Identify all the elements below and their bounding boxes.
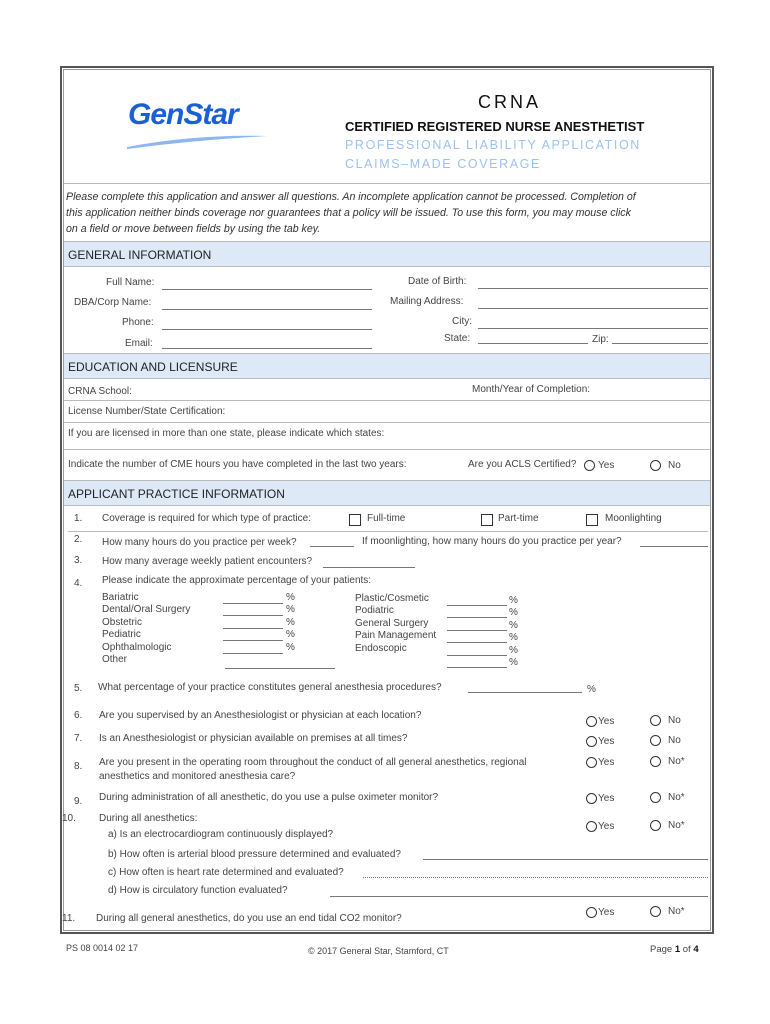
label: No [668, 735, 681, 746]
q-text: c) How often is heart rate determined and evaluated? [108, 867, 344, 878]
q10-no-radio[interactable] [650, 820, 661, 831]
category-label: Pediatric [102, 629, 141, 641]
q-num: 9. [74, 796, 83, 807]
label: No* [668, 820, 685, 831]
category-label: Obstetric [102, 616, 143, 628]
q-text: Are you supervised by an Anesthesiologist or physician at each location? [99, 710, 422, 721]
heart-rate-field[interactable] [363, 877, 708, 878]
acls-no-radio[interactable] [650, 460, 661, 471]
pct-field[interactable] [447, 642, 507, 643]
genstar-logo: GenStar [128, 98, 238, 131]
divider [64, 449, 710, 450]
label: No* [668, 756, 685, 767]
email-field[interactable] [162, 348, 372, 349]
pct: % [509, 607, 518, 619]
q-num: 2. [74, 534, 83, 545]
label: Full Name: [106, 277, 155, 288]
section-applicant-practice [64, 480, 710, 506]
q-text: Is an Anesthesiologist or physician available on premises at all times? [99, 733, 408, 744]
q-text: During all anesthetics: [99, 813, 198, 824]
pct: % [509, 657, 518, 668]
fulltime-checkbox[interactable] [349, 514, 361, 526]
pct-field[interactable] [447, 617, 507, 618]
label: Part-time [498, 513, 539, 524]
hours-week-field[interactable] [310, 546, 354, 547]
category-label: Dental/Oral Surgery [102, 604, 191, 616]
q9-no-radio[interactable] [650, 792, 661, 803]
divider [64, 400, 710, 401]
category-label: Plastic/Cosmetic [355, 593, 429, 604]
copyright: © 2017 General Star, Stamford, CT [308, 946, 449, 956]
encounters-field[interactable] [323, 567, 415, 568]
section-title: GENERAL INFORMATION [68, 248, 212, 262]
q7-yes-radio[interactable] [586, 736, 597, 747]
q-text: If moonlighting, how many hours do you practice per year? [362, 536, 622, 547]
hours-year-field[interactable] [640, 546, 708, 547]
q-text: Please indicate the approximate percentage of your patients: [102, 575, 372, 586]
label: Moonlighting [605, 513, 662, 524]
q-num: 3. [74, 555, 83, 566]
category-label: Other [102, 654, 128, 665]
label: Yes [598, 736, 615, 747]
q-text: How many average weekly patient encounters? [102, 556, 313, 567]
cme-hours-field[interactable]: Indicate the number of CME hours you have completed in the last two years: [68, 459, 407, 470]
label: Zip: [592, 334, 609, 345]
dob-field[interactable] [478, 288, 708, 289]
label: Mailing Address: [390, 296, 464, 307]
q8-yes-radio[interactable] [586, 757, 597, 768]
q-text: d) How is circulatory function evaluated? [108, 885, 288, 896]
label: No* [668, 906, 685, 917]
states-field[interactable]: If you are licensed in more than one state, please indicate which states: [68, 428, 385, 439]
q10-yes-radio[interactable] [586, 821, 597, 832]
q-text: How many hours do you practice per week? [102, 537, 297, 548]
pct: % [286, 629, 295, 641]
pct: % [509, 632, 518, 644]
pct-field[interactable] [447, 655, 507, 656]
pct: % [509, 595, 518, 606]
label: Date of Birth: [408, 276, 467, 287]
license-field[interactable]: License Number/State Certification: [68, 406, 226, 417]
q11-no-radio[interactable] [650, 906, 661, 917]
category-label: Bariatric [102, 592, 139, 603]
divider [64, 422, 710, 423]
label: City: [452, 316, 472, 327]
q-text: Are you present in the operating room throughout the conduct of all general anesthetics, regional [99, 757, 527, 768]
section-title: APPLICANT PRACTICE INFORMATION [68, 487, 285, 501]
label: Are you ACLS Certified? [468, 459, 577, 470]
q-num: 8. [74, 761, 83, 772]
pct-field[interactable] [223, 640, 283, 641]
q-num: 7. [74, 733, 83, 744]
moonlighting-checkbox[interactable] [586, 514, 598, 526]
label: Phone: [122, 317, 154, 328]
q-num: 4. [74, 578, 83, 589]
q-text: During all general anesthetics, do you use an end tidal CO2 monitor? [96, 913, 402, 924]
acls-yes-radio[interactable] [584, 460, 595, 471]
label: DBA/Corp Name: [74, 297, 152, 308]
label: Email: [125, 338, 153, 349]
category-label: Endoscopic [355, 642, 407, 654]
section-general-information [64, 241, 710, 267]
other-field[interactable] [225, 668, 335, 669]
pct: % [509, 619, 518, 631]
q-text: Coverage is required for which type of practice: [102, 513, 311, 524]
q9-yes-radio[interactable] [586, 793, 597, 804]
state-field[interactable] [478, 343, 588, 344]
label: No [668, 715, 681, 726]
phone-field[interactable] [162, 329, 372, 330]
pct: % [286, 616, 295, 628]
pct: % [286, 604, 295, 616]
category-label: Pain Management [355, 630, 437, 642]
label: Yes [598, 821, 615, 832]
mailing-address-field[interactable] [478, 308, 708, 309]
pct-field[interactable] [447, 667, 507, 668]
zip-field[interactable] [612, 343, 708, 344]
label: No* [668, 792, 685, 803]
q-text: During administration of all anesthetic, do you use a pulse oximeter monitor? [99, 792, 439, 803]
section-education [64, 353, 710, 379]
bp-field[interactable] [423, 859, 708, 860]
form-subtitle: CERTIFIED REGISTERED NURSE ANESTHETIST [345, 119, 645, 134]
category-label: Ophthalmologic [102, 641, 172, 653]
q-text: What percentage of your practice constitutes general anesthesia procedures? [98, 682, 442, 693]
label: Yes [598, 793, 615, 804]
pct: % [286, 641, 295, 653]
pct: % [509, 644, 518, 656]
divider [68, 531, 708, 532]
q-num: 11. [62, 913, 76, 924]
full-name-field[interactable] [162, 289, 372, 290]
divider [64, 183, 710, 184]
q6-no-radio[interactable] [650, 715, 661, 726]
instructions: this application neither binds coverage nor guarantees that a policy will be issued. To use this form, you may mouse click [66, 207, 631, 219]
general-anesthesia-pct-field[interactable] [468, 692, 582, 693]
page-number: Page 1 of 4 [650, 944, 699, 955]
instructions: Please complete this application and answer all questions. An incomplete application cannot be processed. Completion of [66, 191, 636, 203]
label: No [668, 460, 681, 471]
section-title: EDUCATION AND LICENSURE [68, 360, 238, 374]
crna-school-field[interactable]: CRNA School: [68, 386, 132, 397]
pct-field[interactable] [223, 615, 283, 616]
q8-no-radio[interactable] [650, 756, 661, 767]
label: Yes [598, 757, 615, 768]
category-label: Podiatric [355, 605, 394, 617]
q-num: 5. [74, 683, 83, 694]
q-num: 10. [62, 813, 76, 824]
pct-field[interactable] [223, 628, 283, 629]
category-label: General Surgery [355, 617, 429, 629]
q-text: anesthetics and monitored anesthesia care? [99, 771, 296, 782]
q11-yes-radio[interactable] [586, 907, 597, 918]
pct-field[interactable] [447, 630, 507, 631]
label: Yes [598, 907, 615, 918]
form-code: PS 08 0014 02 17 [66, 943, 139, 953]
pct: % [286, 592, 295, 603]
q-num: 6. [74, 710, 83, 721]
logo-swoosh [125, 134, 270, 150]
form-line2: CLAIMS–MADE COVERAGE [345, 157, 541, 171]
q-num: 1. [74, 513, 83, 524]
pct: % [587, 684, 596, 695]
q-text: a) Is an electrocardiogram continuously displayed? [108, 829, 334, 840]
q7-no-radio[interactable] [650, 735, 661, 746]
instructions: on a field or move between fields by using the tab key. [66, 223, 321, 235]
city-field[interactable] [478, 328, 708, 329]
parttime-checkbox[interactable] [481, 514, 493, 526]
label: State: [444, 333, 471, 344]
label: Yes [598, 460, 615, 471]
completion-date-field[interactable]: Month/Year of Completion: [472, 384, 591, 395]
label: Yes [598, 716, 615, 727]
pct-field[interactable] [447, 605, 507, 606]
circulatory-field[interactable] [330, 896, 708, 897]
pct-field[interactable] [223, 653, 283, 654]
label: Full-time [367, 513, 406, 524]
form-title: CRNA [478, 92, 542, 112]
dba-field[interactable] [162, 309, 372, 310]
form-line1: PROFESSIONAL LIABILITY APPLICATION [345, 138, 641, 152]
pct-field[interactable] [223, 603, 283, 604]
q6-yes-radio[interactable] [586, 716, 597, 727]
q-text: b) How often is arterial blood pressure determined and evaluated? [108, 849, 401, 860]
